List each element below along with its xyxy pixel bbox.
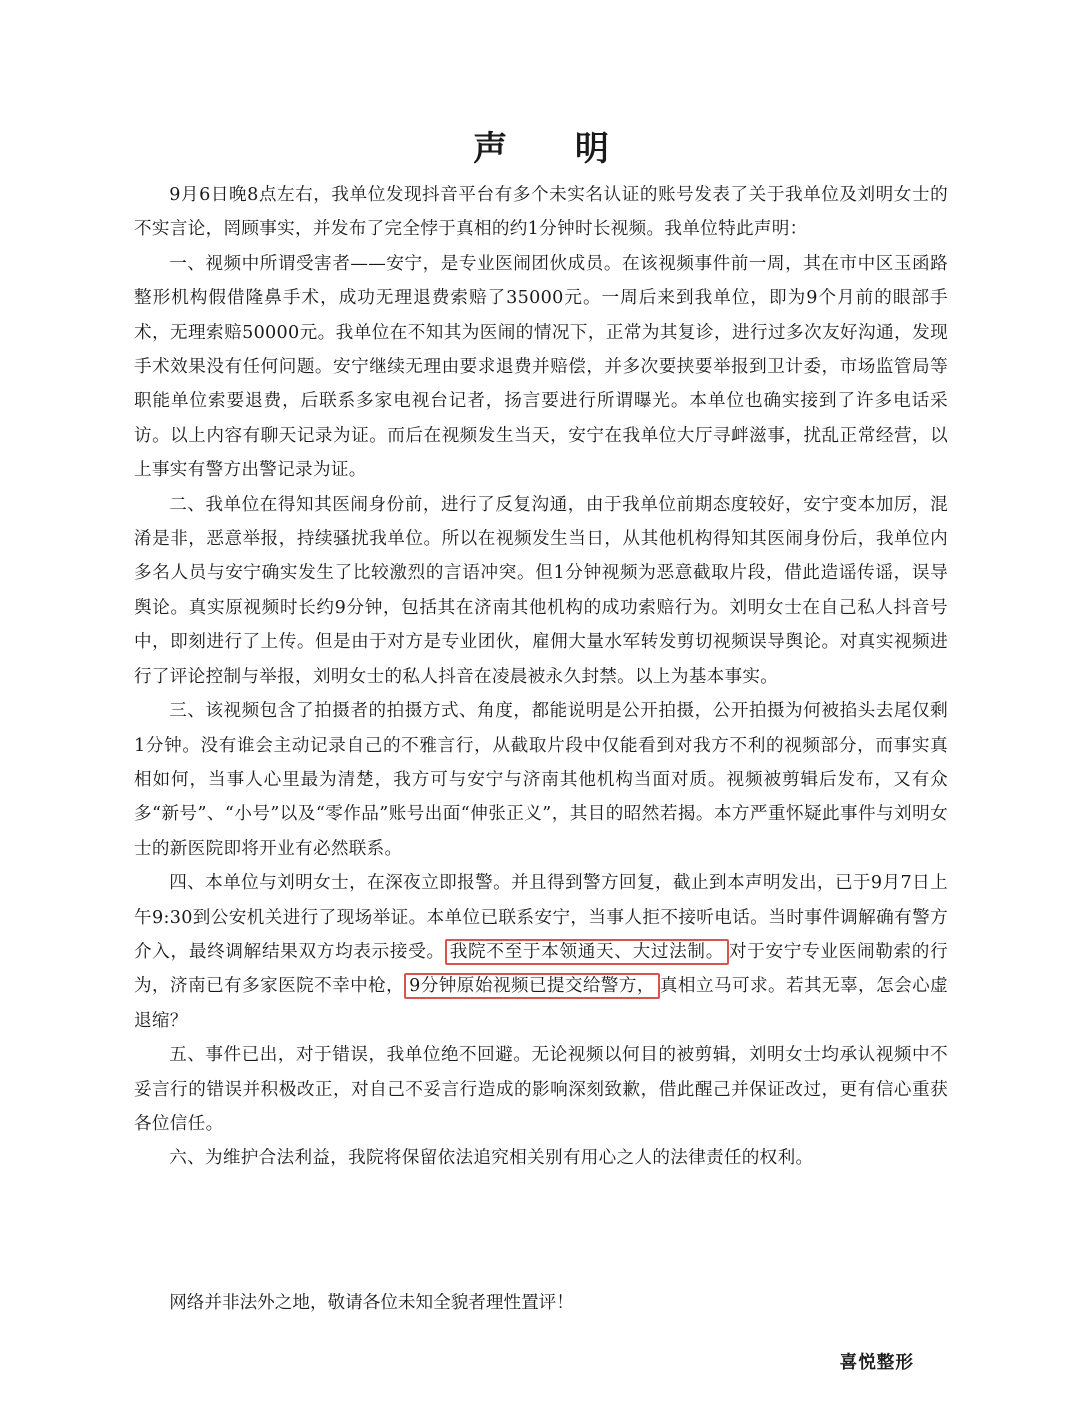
document-body — [134, 178, 948, 1176]
section-three-paragraph: 三、该视频包含了拍摄者的拍摄方式、角度，都能说明是公开拍摄，公开拍摄为何被掐头去尾仅剩1分钟。没有谁会主动记录自己的不雅言行，从截取片段中仅能看到对我方不利的视频部分，而事实真相如何，当事人心里最为清楚，我方可与安宁与济南其他机构当面对质。视频被剪辑后发布，又有众多“新号”、“小号”以及“零作品”账号出面“伸张正义”，其目的昭然若揭。本方严重怀疑此事件与刘明女士的新医院即将开业有必然联系。 — [134, 701, 948, 859]
document-title: 声 明 — [473, 129, 637, 169]
section-two-paragraph: 二、我单位在得知其医闹身份前，进行了反复沟通，由于我单位前期态度较好，安宁变本加厉，混淆是非，恶意举报，持续骚扰我单位。所以在视频发生当日，从其他机构得知其医闹身份后，我单位内多名人员与安宁确实发生了比较激烈的言语冲突。但1分钟视频为恶意截取片段，借此造谣传谣，误导舆论。真实原视频时长约9分钟，包括其在济南其他机构的成功索赔行为。刘明女士在自己私人抖音号中，即刻进行了上传。但是由于对方是专业团伙，雇佣大量水军转发剪切视频误导舆论。对真实视频进行了评论控制与举报，刘明女士的私人抖音在凌晨被永久封禁。以上为基本事实。 — [134, 494, 948, 687]
section-six-paragraph: 六、为维护合法利益，我院将保留依法追究相关别有用心之人的法律责任的权利。 — [169, 1148, 814, 1169]
highlighted-phrase-law: 我院不至于本领通天、大过法制。 — [445, 939, 729, 965]
section-four-paragraph — [134, 866, 948, 1038]
section-four-text-c: 真相立马可求。若其无辜，怎会心虚退缩？ — [134, 976, 948, 1031]
section-four-text-a: 四、本单位与刘明女士，在深夜立即报警。并且得到警方回复，截止到本声明发出，已于9月7日上午9:30到公安机关进行了现场举证。本单位已联系安宁，当事人拒不接听电话。当时事件调解确有警方介入，最终调解结果双方均表示接受。 — [134, 873, 948, 962]
intro-paragraph: 9月6日晚8点左右，我单位发现抖音平台有多个未实名认证的账号发表了关于我单位及刘明女士的不实言论，罔顾事实，并发布了完全悖于真相的约1分钟时长视频。我单位特此声明： — [134, 185, 948, 240]
closing-remark: 网络并非法外之地，敬请各位未知全貌者理性置评！ — [169, 1293, 574, 1313]
section-four-text-b: 对于安宁专业医闹勒索的行为，济南已有多家医院不幸中枪， — [134, 941, 948, 997]
signature: 喜悦整形 — [839, 1352, 914, 1373]
section-one-paragraph: 一、视频中所谓受害者——安宁，是专业医闹团伙成员。在该视频事件前一周，其在市中区玉函路整形机构假借隆鼻手术，成功无理退费索赔了35000元。一周后来到我单位，即为9个月前的眼部手术，无理索赔50000元。我单位在不知其为医闹的情况下，正常为其复诊，进行过多次友好沟通，发现手术效果没有任何问题。安宁继续无理由要求退费并赔偿，并多次要挟要举报到卫计委，市场监管局等职能单位索要退费，后联系多家电视台记者，扬言要进行所谓曝光。本单位也确实接到了许多电话采访。以上内容有聊天记录为证。而后在视频发生当天，安宁在我单位大厅寻衅滋事，扰乱正常经营，以上事实有警方出警记录为证。 — [134, 253, 948, 481]
highlighted-phrase-video: 9分钟原始视频已提交给警方， — [404, 973, 660, 999]
statement-page — [134, 0, 948, 1420]
section-five-paragraph: 五、事件已出，对于错误，我单位绝不回避。无论视频以何目的被剪辑，刘明女士均承认视频中不妥言行的错误并积极改正，对自己不妥言行造成的影响深刻致歉，借此醒己并保证改过，更有信心重获各位信任。 — [134, 1045, 948, 1134]
